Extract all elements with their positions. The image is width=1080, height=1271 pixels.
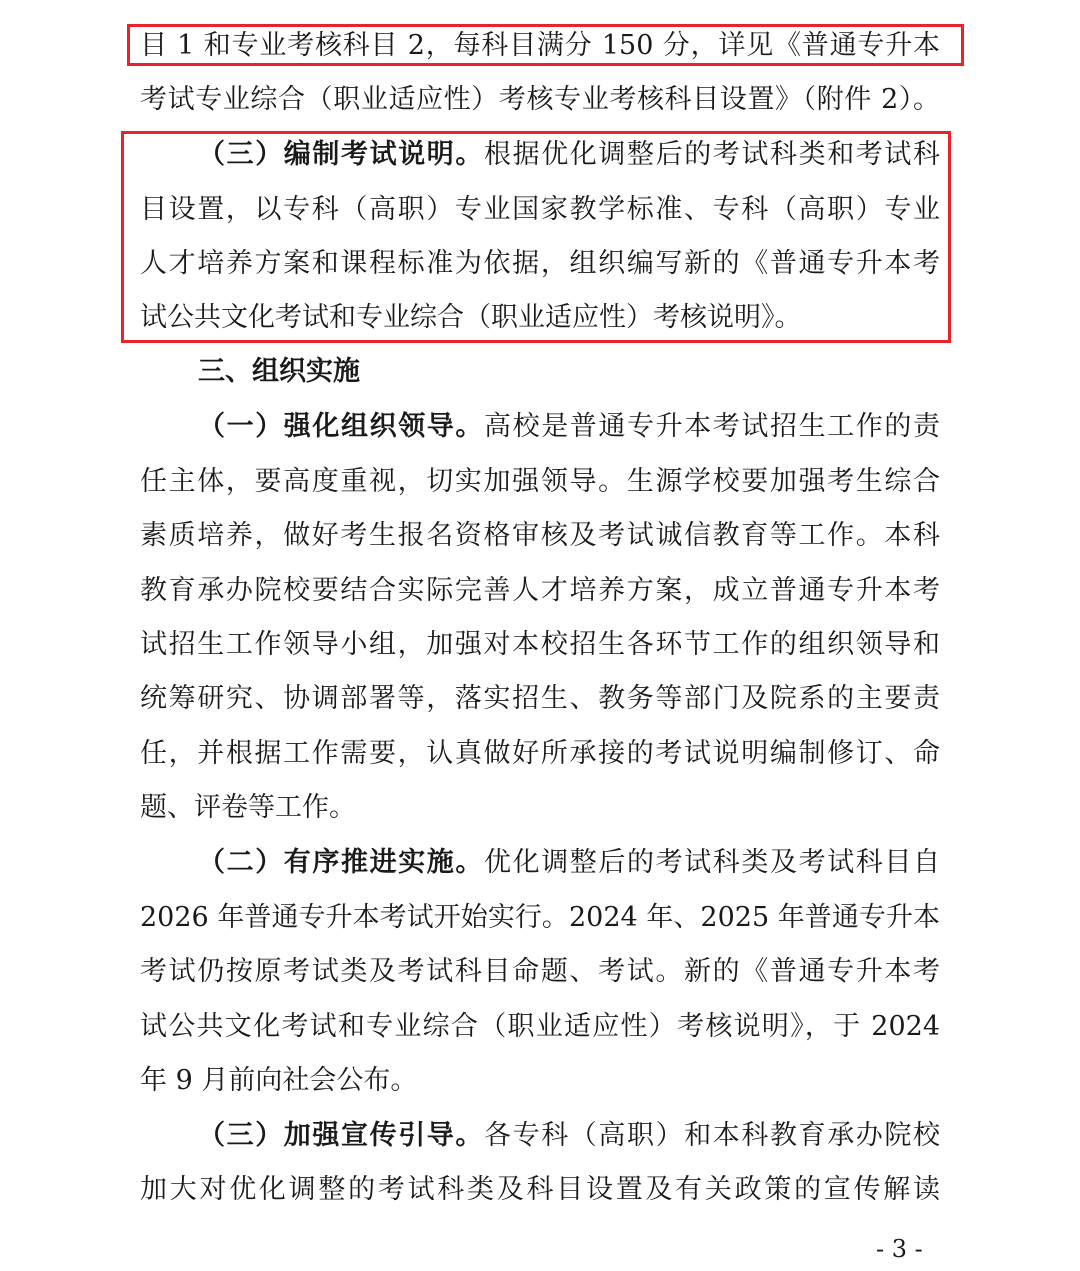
text-line: 人才培养方案和课程标准为依据，组织编写新的《普通专升本考 — [140, 248, 940, 279]
text-line: 考试仍按原考试类及考试科目命题、考试。新的《普通专升本考 — [140, 956, 940, 987]
text-span: 各专科（高职）和本科教育承办院校 — [484, 1120, 940, 1151]
text-span: 优化调整后的考试科类及考试科目自 — [484, 847, 940, 878]
text-line: 题、评卷等工作。 — [140, 792, 356, 823]
page-number: - 3 - — [876, 1235, 923, 1263]
text-line: 试公共文化考试和专业综合（职业适应性）考核说明》，于 2024 — [140, 1011, 940, 1042]
text-line: 考试专业综合（职业适应性）考核专业考核科目设置》（附件 2）。 — [140, 84, 940, 115]
section-heading: 三、组织实施 — [198, 356, 360, 387]
text-line: 年 9 月前向社会公布。 — [140, 1065, 418, 1096]
subsection-heading: （三）加强宣传引导。 — [198, 1120, 484, 1151]
text-line: 教育承办院校要结合实际完善人才培养方案，成立普通专升本考 — [140, 575, 940, 606]
text-line-lead — [198, 1116, 940, 1156]
subsection-heading: （二）有序推进实施。 — [198, 847, 484, 878]
text-line: 试公共文化考试和专业综合（职业适应性）考核说明》。 — [140, 302, 802, 333]
text-line: 目 1 和专业考核科目 2，每科目满分 150 分，详见《普通专升本 — [140, 30, 940, 61]
subsection-heading: （一）强化组织领导。 — [198, 411, 484, 442]
text-span: 根据优化调整后的考试科类和考试科 — [484, 139, 940, 170]
text-line: 加大对优化调整的考试科类及科目设置及有关政策的宣传解读 — [140, 1174, 940, 1205]
text-line: 目设置，以专科（高职）专业国家教学标准、专科（高职）专业 — [140, 194, 940, 225]
text-line-lead — [198, 407, 940, 447]
text-line: 统筹研究、协调部署等，落实招生、教务等部门及院系的主要责 — [140, 683, 940, 714]
text-line: 2026 年普通专升本考试开始实行。2024 年、2025 年普通专升本 — [140, 902, 940, 933]
text-line-lead — [198, 843, 940, 883]
text-line-lead — [198, 135, 940, 175]
text-line: 素质培养，做好考生报名资格审核及考试诚信教育等工作。本科 — [140, 520, 940, 551]
text-line: 任，并根据工作需要，认真做好所承接的考试说明编制修订、命 — [140, 738, 940, 769]
subsection-heading: （三）编制考试说明。 — [198, 139, 484, 170]
text-line: 任主体，要高度重视，切实加强领导。生源学校要加强考生综合 — [140, 466, 940, 497]
text-line: 试招生工作领导小组，加强对本校招生各环节工作的组织领导和 — [140, 629, 940, 660]
text-span: 高校是普通专升本考试招生工作的责 — [484, 411, 940, 442]
